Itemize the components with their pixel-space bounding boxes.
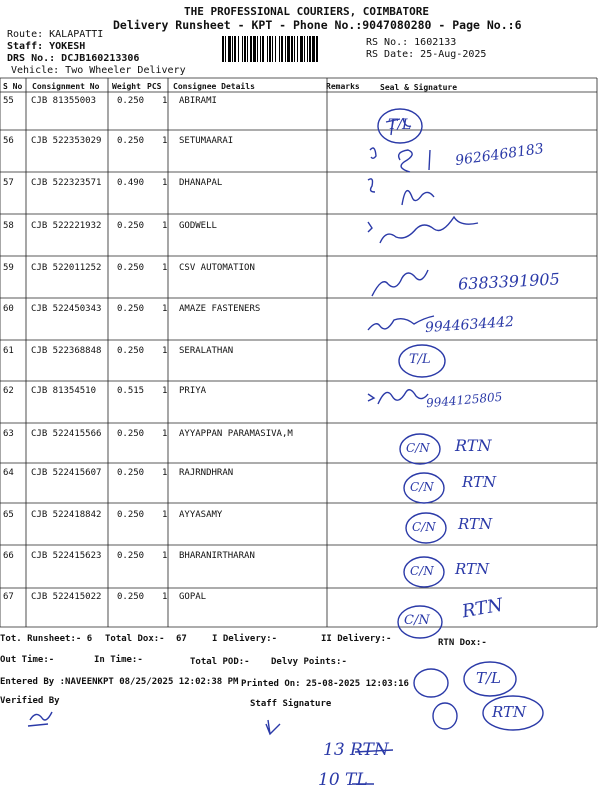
row-sno: 62	[3, 386, 14, 396]
barcode-bar	[232, 36, 233, 62]
signature-58	[368, 217, 478, 243]
row-sno: 66	[3, 551, 14, 561]
row-sno: 57	[3, 178, 14, 188]
total-runsheet: Tot. Runsheet:- 6	[0, 634, 93, 644]
barcode-bar	[294, 36, 295, 62]
barcode-bar	[275, 36, 276, 62]
row-sno: 64	[3, 468, 14, 478]
barcode-bar	[269, 36, 271, 62]
handwritten-cn-66: C/N	[410, 564, 434, 578]
row-pcs: 1	[162, 386, 168, 396]
barcode-bar	[285, 36, 286, 62]
ii-delivery: II Delivery:-	[321, 634, 392, 644]
handwritten-phone-4: 9944125805	[425, 389, 503, 411]
row-consignee: SETUMAARAI	[179, 136, 234, 146]
barcode-bar	[250, 36, 252, 62]
row-consignment: CJB 522353029	[31, 136, 102, 146]
row-weight: 0.515	[117, 386, 145, 396]
staff-signature: Staff Signature	[250, 699, 332, 709]
handwritten-rtn-64: RTN	[462, 473, 497, 491]
row-consignee: ABIRAMI	[179, 96, 217, 106]
barcode-bar	[312, 36, 315, 62]
barcode-bar	[253, 36, 256, 62]
col-pcs: PCS	[147, 82, 162, 91]
barcode-bar	[279, 36, 280, 62]
delvy-points: Delvy Points:-	[271, 657, 347, 667]
row-weight: 0.490	[117, 178, 145, 188]
vehicle-label: Vehicle: Two Wheeler Delivery	[11, 65, 186, 76]
runsheet-subtitle: Delivery Runsheet - KPT - Phone No.:9047080280 - Page No.:6	[113, 18, 522, 32]
row-consignment: CJB 522450343	[31, 304, 102, 314]
row-weight: 0.250	[117, 263, 145, 273]
row-consignment: CJB 522418842	[31, 510, 102, 520]
handwritten-phone-2: 6383391905	[457, 269, 561, 294]
handwritten-cn-64: C/N	[410, 480, 434, 494]
barcode-bar	[304, 36, 305, 62]
i-delivery: I Delivery:-	[212, 634, 278, 644]
barcode-bar	[225, 36, 226, 62]
rs-date: RS Date: 25-Aug-2025	[366, 49, 487, 60]
row-pcs: 1	[162, 429, 168, 439]
row-consignment: CJB 522415623	[31, 551, 102, 561]
in-time: In Time:-	[94, 655, 143, 665]
row-weight: 0.250	[117, 304, 145, 314]
row-sno: 58	[3, 221, 14, 231]
row-pcs: 1	[162, 592, 168, 602]
barcode-bar	[291, 36, 293, 62]
barcode-bar	[244, 36, 246, 62]
printed-on: Printed On: 25-08-2025 12:03:16	[241, 679, 409, 689]
barcode-bar	[238, 36, 239, 62]
footer-circle	[414, 669, 448, 697]
row-weight: 0.250	[117, 96, 145, 106]
footer-handwritten-rtn: RTN	[492, 703, 527, 721]
entered-by: Entered By :NAVEENKPT 08/25/2025 12:02:38 PM	[0, 677, 239, 687]
row-consignee: SERALATHAN	[179, 346, 234, 356]
staff-label: Staff: YOKESH	[7, 41, 86, 52]
barcode-bar	[307, 36, 308, 62]
handwritten-phone-3: 9944634442	[424, 313, 515, 337]
row-consignee: GODWELL	[179, 221, 217, 231]
row-pcs: 1	[162, 96, 168, 106]
barcode-bar	[300, 36, 303, 62]
col-weight: Weight	[112, 82, 141, 91]
row-pcs: 1	[162, 221, 168, 231]
barcode-bar	[297, 36, 298, 62]
row-sno: 65	[3, 510, 14, 520]
barcode-bar	[228, 36, 231, 62]
row-sno: 63	[3, 429, 14, 439]
col-consignment: Consignment No	[32, 82, 100, 91]
row-weight: 0.250	[117, 429, 145, 439]
row-sno: 61	[3, 346, 14, 356]
row-consignment: CJB 81354510	[31, 386, 97, 396]
row-sno: 67	[3, 592, 14, 602]
col-sno: S No	[3, 82, 23, 91]
barcode-bar	[272, 36, 273, 62]
route-label: Route: KALAPATTI	[7, 29, 104, 40]
row-consignee: AYYAPPAN PARAMASIVA,M	[179, 429, 293, 439]
row-weight: 0.250	[117, 346, 145, 356]
row-consignment: CJB 522415607	[31, 468, 102, 478]
barcode-bar	[234, 36, 236, 62]
handwritten-phone-1: 9626468183	[454, 140, 545, 170]
rs-number: RS No.: 1602133	[366, 37, 457, 48]
row-consignee: GOPAL	[179, 592, 207, 602]
barcode-bar	[262, 36, 264, 62]
row-consignment: CJB 81355003	[31, 96, 97, 106]
handwritten-rtn-67: RTN	[460, 594, 505, 623]
row-pcs: 1	[162, 510, 168, 520]
barcode-bar	[267, 36, 268, 62]
row-pcs: 1	[162, 263, 168, 273]
summary-rtn-count: 13 RTN	[323, 740, 389, 760]
barcode-bar	[257, 36, 258, 62]
row-consignee: PRIYA	[179, 386, 207, 396]
row-consignee: AMAZE FASTENERS	[179, 304, 261, 314]
footer-circle	[433, 703, 457, 729]
summary-tl-count: 10 TL	[318, 770, 368, 790]
signature-57	[368, 179, 434, 205]
verified-signature	[28, 712, 52, 726]
handwritten-cn-65: C/N	[412, 520, 436, 534]
rtn-dox: RTN Dox:-	[438, 638, 487, 648]
row-pcs: 1	[162, 304, 168, 314]
row-consignee: AYYASAMY	[179, 510, 223, 520]
row-consignment: CJB 522415566	[31, 429, 102, 439]
barcode-bar	[247, 36, 248, 62]
handwritten-tl-1: T/L	[388, 117, 412, 133]
total-dox-label: Total Dox:-	[105, 634, 165, 644]
handwritten-tl-2: T/L	[409, 352, 431, 367]
row-pcs: 1	[162, 551, 168, 561]
row-weight: 0.250	[117, 221, 145, 231]
row-weight: 0.250	[117, 468, 145, 478]
drs-number: DRS No.: DCJB160213306	[7, 53, 140, 64]
total-pod: Total POD:-	[190, 657, 250, 667]
staff-signature-mark	[266, 720, 280, 734]
barcode-bar	[222, 36, 224, 62]
signature-56	[370, 148, 430, 172]
footer-handwritten-tl: T/L	[476, 669, 502, 687]
barcode-bar	[260, 36, 261, 62]
barcode-bar	[281, 36, 283, 62]
company-title: THE PROFESSIONAL COURIERS, COIMBATORE	[184, 5, 430, 18]
handwritten-rtn-63: RTN	[455, 436, 492, 455]
row-sno: 59	[3, 263, 14, 273]
barcode-bar	[316, 36, 318, 62]
row-consignment: CJB 522323571	[31, 178, 102, 188]
row-consignee: CSV AUTOMATION	[179, 263, 255, 273]
out-time: Out Time:-	[0, 655, 55, 665]
handwritten-cn-63: C/N	[406, 441, 430, 455]
signature-62	[368, 390, 428, 404]
row-pcs: 1	[162, 346, 168, 356]
row-consignment: CJB 522415022	[31, 592, 102, 602]
row-consignee: BHARANIRTHARAN	[179, 551, 255, 561]
row-pcs: 1	[162, 178, 168, 188]
row-weight: 0.250	[117, 136, 145, 146]
row-consignee: RAJRNDHRAN	[179, 468, 234, 478]
handwritten-rtn-65: RTN	[458, 515, 493, 533]
barcode	[222, 36, 364, 62]
row-consignee: DHANAPAL	[179, 178, 223, 188]
row-consignment: CJB 522221932	[31, 221, 102, 231]
row-sno: 60	[3, 304, 14, 314]
row-pcs: 1	[162, 136, 168, 146]
row-pcs: 1	[162, 468, 168, 478]
verified-by: Verified By	[0, 696, 60, 706]
row-weight: 0.250	[117, 551, 145, 561]
row-sno: 56	[3, 136, 14, 146]
handwritten-rtn-66: RTN	[455, 560, 490, 578]
col-consignee: Consignee Details	[173, 82, 255, 91]
total-dox-value: 67	[176, 634, 187, 644]
row-weight: 0.250	[117, 510, 145, 520]
handwritten-cn-67: C/N	[404, 613, 430, 628]
row-consignment: CJB 522011252	[31, 263, 102, 273]
barcode-bar	[287, 36, 290, 62]
signature-59	[372, 270, 428, 296]
barcode-bar	[309, 36, 311, 62]
col-remarks: Remarks	[326, 82, 360, 91]
barcode-bar	[242, 36, 243, 62]
row-consignment: CJB 522368848	[31, 346, 102, 356]
col-seal-signature: Seal & Signature	[380, 83, 458, 92]
row-sno: 55	[3, 96, 14, 106]
row-weight: 0.250	[117, 592, 145, 602]
